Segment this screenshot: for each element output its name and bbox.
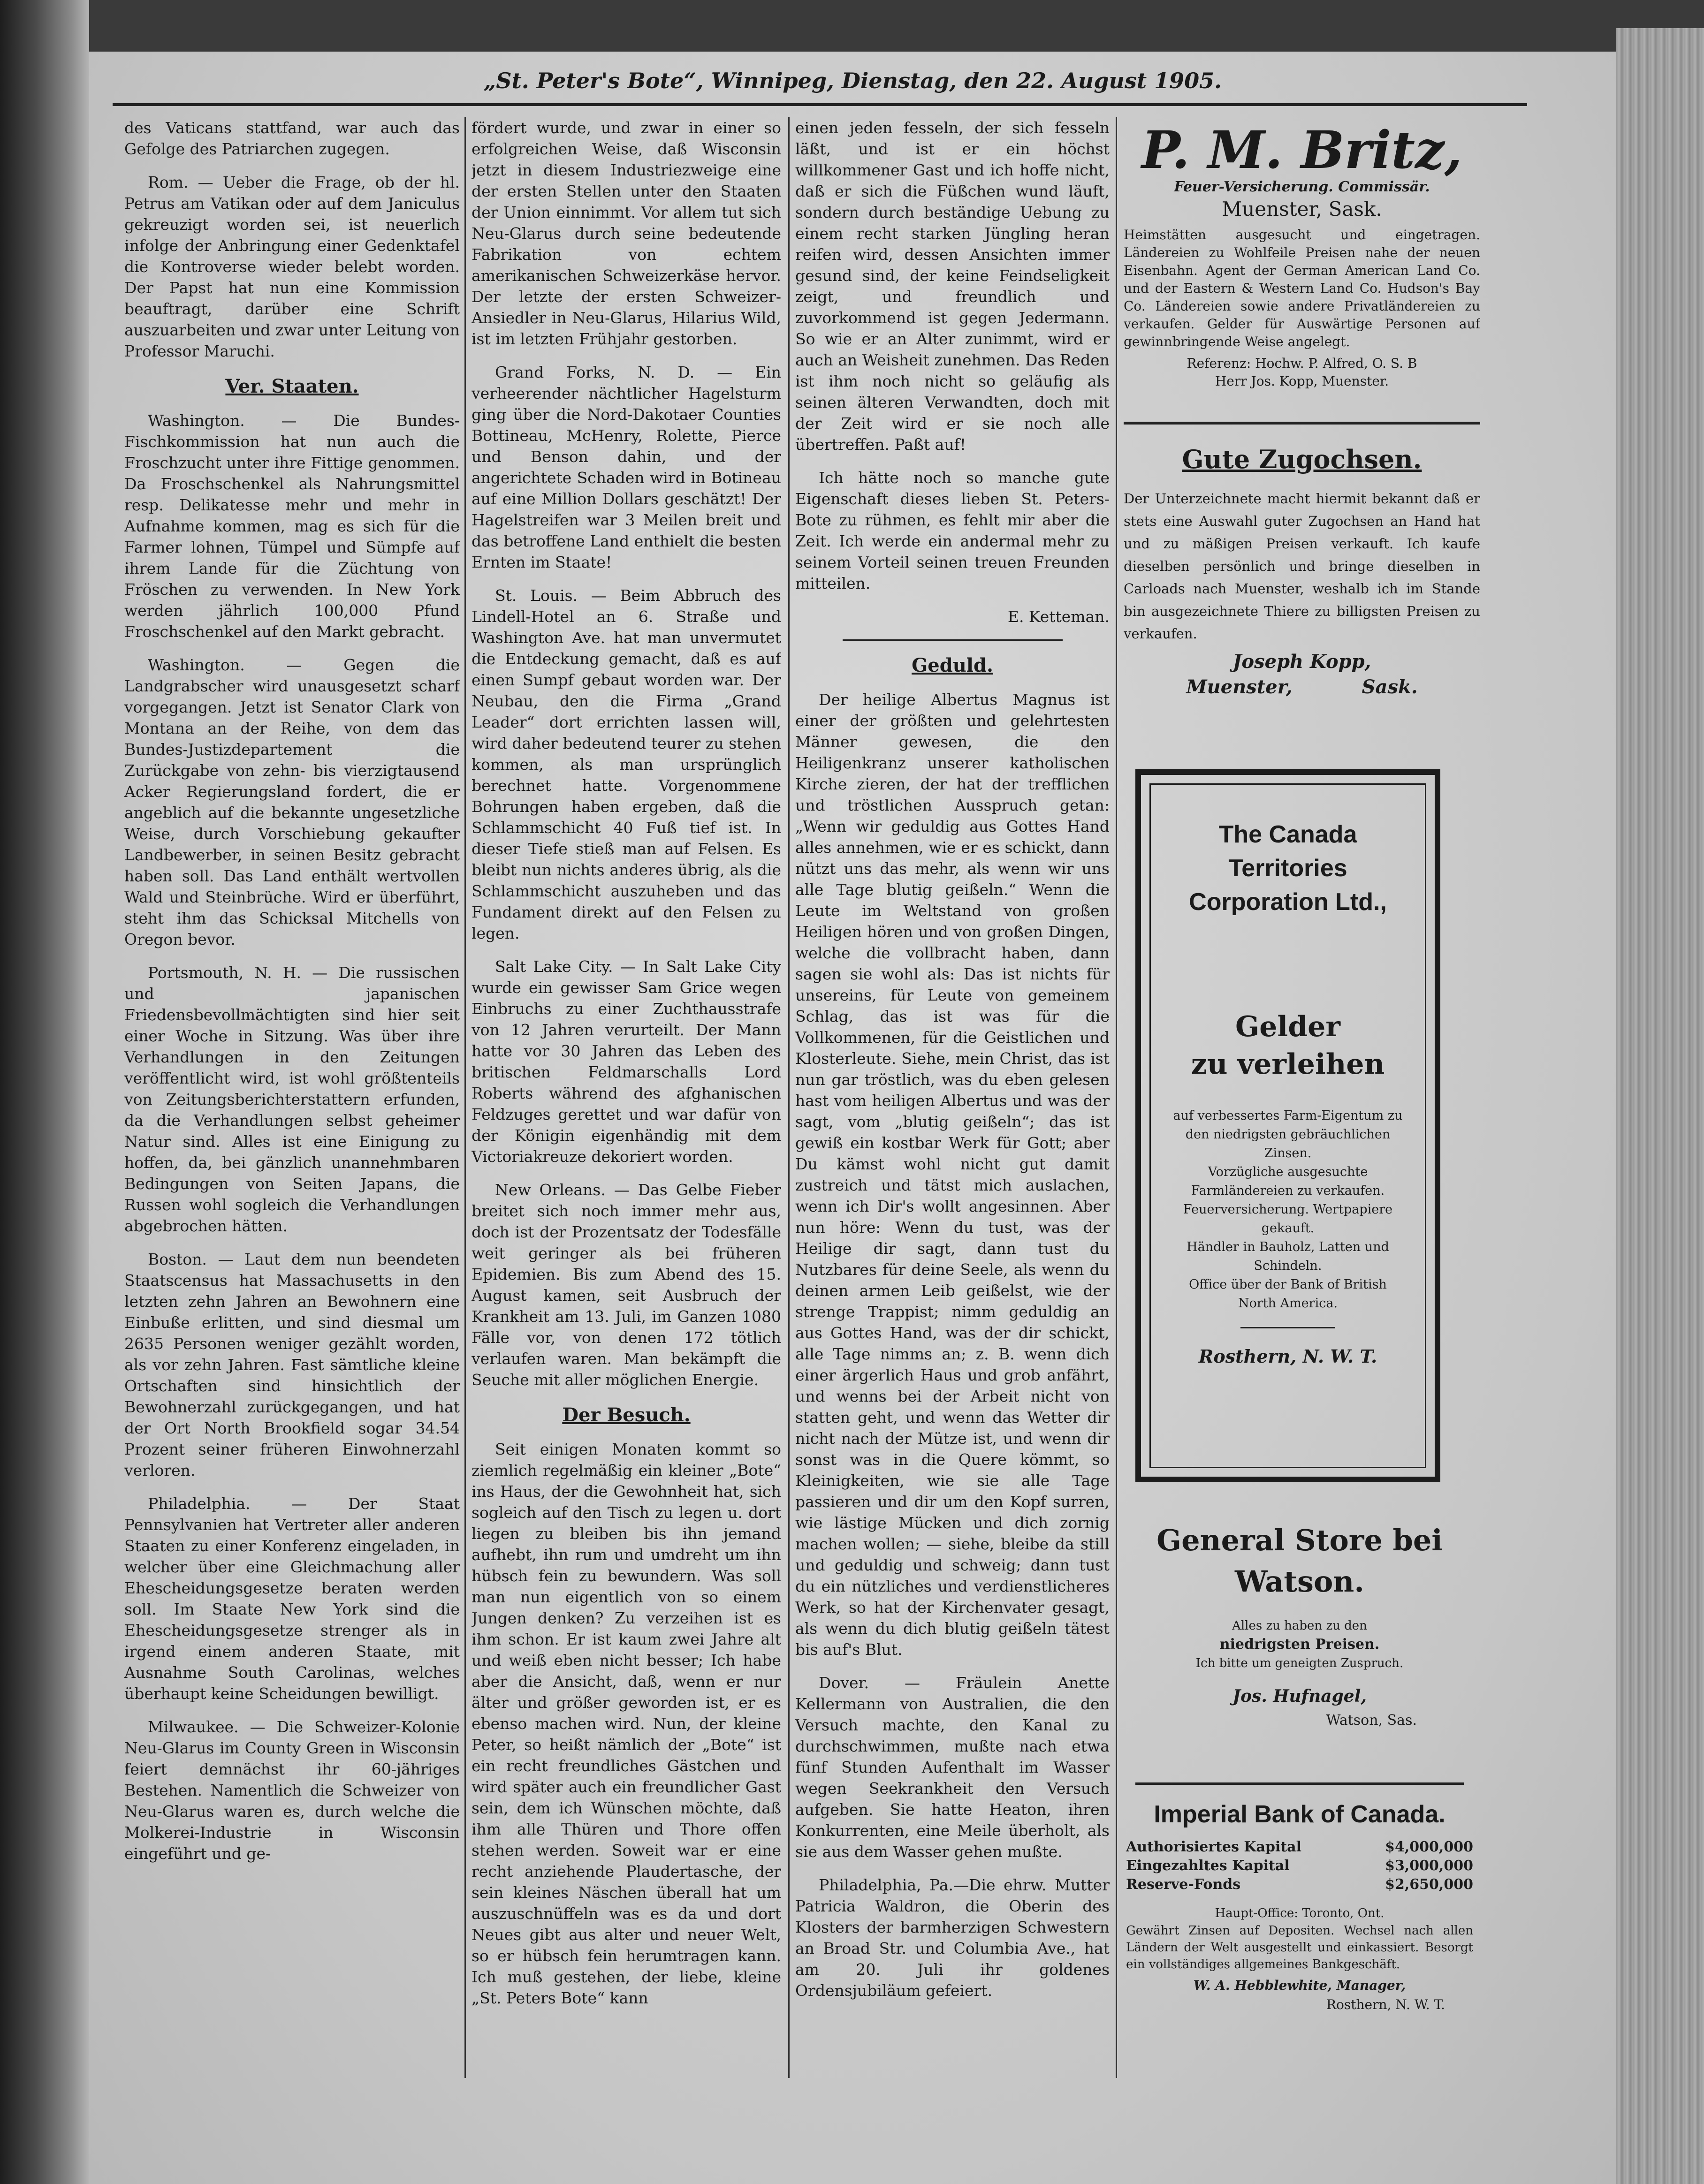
ad-place: Rosthern, N. W. T. — [1198, 1346, 1377, 1367]
article-portsmouth: Portsmouth, N. H. — Die russischen und japanischen Friedensbevollmächtigten sind hier seit einer Woche in Sitzung. Was über ihre Verhandlungen in den Zeitungen veröffentlicht wird, ist wohl größtenteils von Zeitungsberichterstattern erfunden, da die Verhandlungen selbst geheimer Natur sind. Alles ist eine Einigung zu hoffen, da, bei gänzlich unannehmbaren Bedingungen von Seiten Japans, die Russen wohl sogleich die Verhandlungen abgebrochen hätten. — [124, 963, 460, 1235]
article-dover: Dover. — Fräulein Anette Kellermann von Australien, die den Versuch machte, den Kanal zu durchschwimmen, mußte nach etwa fünf Stunden Aufenthalt im Wasser wegen Seekrankheit den Versuch aufgeben. Sie hatte Heaton, ihren Konkurrenten, eine Meile überholt, als sie aus dem Wasser gehen mußte. — [795, 1674, 1110, 1861]
article-washington: Washington. — Gegen die Landgrabscher wird unausgesetzt scharf vorgegangen. Jetzt ist Senator Clark von Montana an der Reihe, von dem das Bundes-Justizdepartement die Zurückgabe von zehn- bis vierzigtausend Acker Regierungsland fordert, die er angeblich auf die bekannte ungesetzliche Weise, durch Vorschiebung gekaufter Landbewerber, in seinen Besitz gebracht haben soll. Das Land enthält wertvollen Wald und Steinbrüche. Wird er überführt, steht ihm das Schicksal Mitchells von Oregon bevor. — [124, 656, 460, 948]
article-washington: Washington. — Die Bundes-Fischkommission hat nun auch die Froschzucht unter ihre Fittige genommen. Da Froschschenkel als Nahrungsmittel resp. Delikatesse mehr und mehr in Aufnahme kommen, mag es sich für die Farmer lohnen, Tümpel und Sümpfe auf ihrem Lande für die Züchtung von Fröschen zu verwenden. In New York werden jährlich 100,000 Pfund Froschschenkel auf den Markt gebracht. — [124, 411, 460, 641]
article-rom: Rom. — Ueber die Frage, ob der hl. Petrus am Vatikan oder auf dem Janiculus gekreuzigt worden sei, ist neuerlich infolge der Anbringung einer Gedenktafel die Kontroverse wieder belebt worden. Der Papst hat nun eine Kommission beauftragt, darüber eine Schrift auszuarbeiten und zwar unter Leitung von Professor Maruchi. — [124, 173, 460, 360]
ad-role: Feuer-Versicherung. Commissär. — [1174, 179, 1430, 195]
column-rule — [788, 117, 790, 2078]
ad-text: Alles zu haben zu den — [1232, 1619, 1367, 1633]
ad-text: Vorzügliche ausgesuchte Farmländereien zu verkaufen. — [1191, 1165, 1385, 1198]
ad-reference: Herr Jos. Kopp, Muenster. — [1215, 373, 1389, 389]
section-heading: Der Besuch. — [562, 1404, 691, 1426]
ad-text: Office über der Bank of British North America. — [1189, 1277, 1387, 1311]
article-geduld: Der heilige Albertus Magnus ist einer der größten und gelehrtesten Männer gewesen, die den Heiligenkranz unserer katholischen Kirche zieren, der hat der trefflichen und tröstlichen Ausspruch getan: „Wenn wir geduldig aus Gottes Hand alles annehmen, wie er es schickt, dann nützt uns das mehr, als wenn wir uns alle Tage blutig geißeln.“ Wenn die Leute im Weltstand von großen Heiligen hören und von großen Dingen, welche die vollbracht haben, dann sagen sie wohl als: Das ist nichts für unsereins, für Leute von gemeinem Schlag, das ist was für die Vollkommenen, für die Geistlichen und Klosterleute. Siehe, mein Christ, das ist nun gar tröstlich, was du eben gelesen hast vom heiligen Albertus und was der sagt, vom „blutig geißeln“; das ist gewiß ein kostbar Werk für Gott; aber Du kämst wohl nicht gut damit zustreich und tätst mich auslachen, wenn ich Dir's wollt angesinnen. Aber nun höre: Wenn du tust, was der Heilige dir sagt, dann tust du Nutzbares für deine Seele, als wenn du deinen armen Leib geißelst, wie der strenge Trappist; nimm geduldig an aus Gottes Hand, was der dir schickt, alle Tage nimms an; z. B. wenn dich einer ärgerlich Haus und grob anfährt, und wenns bei der Arbeit nicht von statten geht, und wenn das Wetter dir nicht nach der Mütze ist, und wenn dir sonst was in die Quere kömmt, so Kleinigkeiten, wie sie alle Tage passieren und dir um den Kopf surren, wie lästige Mücken und dich zornig machen wollen; — siehe, bleibe da still und geduldig und schweig; dann tust du ein nützliches und verdienstlicheres Werk, so hat der Kirchenvater gesagt, als wenn du dich blutig geißeln tätest bis auf's Blut. — [795, 690, 1110, 1659]
column-rule — [1116, 117, 1117, 2078]
bank-row-label: Eingezahltes Kapital — [1126, 1858, 1290, 1874]
column-rule — [464, 117, 466, 2078]
ad-headline: Gelder — [1235, 1010, 1340, 1043]
ad-title: Corporation Ltd., — [1189, 888, 1387, 916]
bank-row-value: $3,000,000 — [1385, 1858, 1473, 1874]
ad-title: Watson. — [1235, 1564, 1364, 1599]
article-grand-forks: Grand Forks, N. D. — Ein verheerender nächtlicher Hagelsturm ging über die Nord-Dakotaer Counties Bottineau, McHenry, Rolette, Pierce und Benson dahin, und der angerichtete Schaden wird in Botineau auf eine Million Dollars geschätzt! Der Hagelstreifen war 3 Meilen breit und das betroffene Land enthielt die besten Ernten im Staate! — [472, 363, 781, 571]
ad-general-store — [1126, 1520, 1473, 1731]
ad-signature: W. A. Hebblewhite, Manager, — [1193, 1978, 1406, 1993]
ad-title: General Store bei — [1156, 1523, 1443, 1557]
ad-text: auf verbessertes Farm-Eigentum zu den niedrigsten gebräuchlichen Zinsen. — [1173, 1108, 1403, 1160]
bank-row — [1126, 1875, 1473, 1894]
masthead-rule — [113, 103, 1527, 106]
ad-divider — [1124, 422, 1480, 425]
column-3 — [795, 117, 1110, 2134]
ad-text: Feuerversicherung. Wertpapiere gekauft. — [1183, 1202, 1393, 1236]
bank-row — [1126, 1857, 1473, 1875]
ad-place: Rosthern, N. W. T. — [1326, 1997, 1445, 2012]
masthead-title: „St. Peter's Bote“, Winnipeg, Dienstag, den 22. August 1905. — [483, 68, 1222, 93]
ad-name: P. M. Britz, — [1141, 120, 1462, 180]
article-continuation: des Vaticans stattfand, war auch das Gefolge des Patriarchen zugegen. — [124, 119, 460, 158]
article-milwaukee: Milwaukee. — Die Schweizer-Kolonie Neu-Glarus im County Green in Wisconsin feiert demnächst ihr 60-jähriges Bestehen. Namentlich die Schweizer von Neu-Glarus waren es, durch welche die Molkerei-Industrie in Wisconsin eingeführt und ge- — [124, 1718, 460, 1863]
article-continuation: fördert wurde, und zwar in einer so erfolgreichen Weise, daß Wisconsin jetzt in diesem Industriezweige eine der ersten Stellen unter den Staaten der Union einnimmt. Vor allem tut sich Neu-Glarus durch seine bedeutende Fabrikation von echtem amerikanischen Schweizerkäse hervor. Der letzte der ersten Schweizer-Ansiedler in Neu-Glarus, Hilarius Wild, ist im letzten Frühjahr gestorben. — [472, 119, 781, 348]
column-2 — [472, 117, 781, 2134]
ad-place: Muenster, — [1186, 676, 1293, 698]
divider — [843, 639, 1063, 641]
bank-row-label: Reserve-Fonds — [1126, 1876, 1241, 1893]
ad-title: The Canada Territories — [1218, 821, 1357, 882]
ad-text: Gewährt Zinsen auf Depositen. Wechsel nach allen Ländern der Welt ausgestellt und einkassiert. Besorgt ein vollständiges allgemeines Bankgeschäft. — [1126, 1924, 1473, 1972]
ad-britz — [1124, 117, 1480, 406]
bank-row — [1126, 1838, 1473, 1857]
ad-reference: Referenz: Hochw. P. Alfred, O. S. B — [1187, 356, 1417, 371]
page-edges — [1616, 28, 1704, 2184]
column-1 — [124, 117, 460, 2134]
ad-imperial-bank — [1126, 1797, 1473, 2014]
article-paragraph: Ich hätte noch so manche gute Eigenschaft dieses lieben St. Peters-Bote zu rühmen, es fehlt mir aber die Zeit. Ich werde ein andermal mehr zu seinem Vorteil seinen treuen Freunden mitteilen. — [795, 469, 1110, 592]
section-heading: Ver. Staaten. — [225, 375, 359, 397]
ad-text: Ich bitte um geneigten Zuspruch. — [1195, 1656, 1404, 1670]
ad-text: Heimstätten ausgesucht und eingetragen. Ländereien zu Wohlfeile Preisen nahe der neuen Eisenbahn. Agent der German American Land Co. und der Eastern & Western Land Co. Hudson's Bay Co. Ländereien sowie andere Privatländereien zu verkaufen. Gelder für Auswärtige Personen auf gewinnbringende Weise angelegt. — [1124, 227, 1480, 349]
section-heading: Geduld. — [912, 654, 993, 676]
ad-signature: Joseph Kopp, — [1232, 651, 1371, 673]
ad-title: Gute Zugochsen. — [1182, 444, 1422, 474]
article-new-orleans: New Orleans. — Das Gelbe Fieber breitet sich noch immer mehr aus, doch ist der Prozentsatz der Todesfälle weit geringer als bei früheren Epidemien. Bis zum Abend des 15. August kamen, seit Ausbruch der Krankheit am 13. Juli, im Ganzen 1080 Fälle vor, von denen 172 tötlich verlaufen waren. Man bekämpft die Seuche mit aller möglichen Energie. — [472, 1181, 781, 1389]
ad-signature: Jos. Hufnagel, — [1232, 1686, 1367, 1706]
bank-row-value: $4,000,000 — [1385, 1839, 1473, 1855]
article-st-louis: St. Louis. — Beim Abbruch des Lindell-Hotel an 6. Straße und Washington Ave. hat man unvermutet die Entdeckung gemacht, daß es auf einen Sumpf gebaut worden war. Der Neubau, den die Firma „Grand Leader“ dort errichten lassen will, wird daher bedeutend teurer zu stehen kommen, als man ursprünglich berechnet hatte. Vorgenommene Bohrungen haben ergeben, daß die Schlammschicht 40 Fuß tief ist. In dieser Tiefe stieß man auf Felsen. Es bleibt nun nichts anderes übrig, als die Schlammschicht auszuheben und das Fundament direkt auf den Felsen zu legen. — [472, 586, 781, 942]
article-philadelphia: Philadelphia, Pa.—Die ehrw. Mutter Patricia Waldron, die Oberin des Klosters der barmherzigen Schwestern an Broad Str. und Columbia Ave., hat am 20. Juli ihr goldenes Ordensjubiläum gefeiert. — [795, 1876, 1110, 2000]
ad-canada-frame — [1149, 783, 1426, 1468]
ad-canada-territories — [1135, 769, 1440, 1482]
bank-office: Haupt-Office: Toronto, Ont. — [1215, 1906, 1384, 1920]
ad-place: Watson, Sas. — [1326, 1712, 1417, 1729]
ad-title: Imperial Bank of Canada. — [1154, 1801, 1445, 1828]
article-philadelphia: Philadelphia. — Der Staat Pennsylvanien hat Vertreter aller anderen Staaten zu einer Konferenz eingeladen, in welcher über eine Gleichmachung aller Ehescheidungsgesetze beraten werden soll. Im Staate New York sind die Ehescheidungsgesetze strenger als in irgend einem anderen Staate, mit Ausnahme South Carolinas, welches überhaupt keine Scheidungen bewilligt. — [124, 1494, 460, 1703]
article-continuation: einen jeden fesseln, der sich fesseln läßt, und ist er ein höchst willkommener Gast und ich hoffe nicht, daß er sich die Füßchen wund läuft, sondern durch beständige Uebung zu einem recht starken Jüngling heran reifen wird, dessen Ansichten immer gesund sind, der keine Feindseligkeit zeigt, und freundlich und zuvorkommend ist gegen Jedermann. So wie er an Alter zunimmt, wird er auch an Weisheit zunehmen. Das Reden ist ihm noch nicht so geläufig als seinen älteren Verwandten, doch mit der Zeit wird er sie noch alle übertreffen. Paßt auf! — [795, 119, 1110, 454]
ad-text: niedrigsten Preisen. — [1219, 1636, 1380, 1653]
bank-row-label: Authorisiertes Kapital — [1126, 1839, 1302, 1855]
bank-row-value: $2,650,000 — [1385, 1876, 1473, 1893]
article-signature: E. Ketteman. — [1007, 607, 1110, 626]
article-besuch: Seit einigen Monaten kommt so ziemlich regelmäßig ein kleiner „Bote“ ins Haus, der die Gewohnheit hat, sich sogleich auf den Tisch zu legen u. dort liegen zu bleiben bis ihn jemand aufhebt, ihn rum und umdreht um ihn hübsch fein zu bewundern. Was soll man nun eigentlich von so einem Jungen denken? Zu verzeihen ist es ihm schon. Er ist kaum zwei Jahre alt und weiß eben nicht besser; Ich habe aber die Ansicht, daß, wenn er nur älter und größer geworden ist, er es ebenso machen wird. Nun, der kleine Peter, so heißt nämlich der „Bote“ ist ein recht freundliches Gästchen und wird später auch ein freundlicher Gast sein, dem ich Wünschen möchte, daß ihm alle Thüren und Thore offen stehen werden. Soweit war er eine recht anziehende Plaudertasche, der sein kleines Näschen überall hat um auszuschnüffeln was es da und dort Neues gibt aus alter und neuer Welt, so er hübsch fein herumtragen kann. Ich muß gestehen, der liebe, kleine „St. Peters Bote“ kann — [472, 1440, 781, 2007]
ad-divider — [1135, 1782, 1464, 1785]
ad-place: Muenster, Sask. — [1222, 197, 1382, 220]
ad-province: Sask. — [1362, 676, 1418, 698]
ad-text: Händler in Bauholz, Latten und Schindeln. — [1187, 1240, 1389, 1273]
ad-signature-place — [1124, 676, 1480, 698]
book-binding — [0, 0, 89, 2184]
article-boston: Boston. — Laut dem nun beendeten Staatscensus hat Massachusetts in den letzten zehn Jahren an Bewohnern eine Einbuße erlitten, und sind diesmal um 2635 Personen weniger gezählt worden, als vor zehn Jahren. Fast sämtliche kleine Ortschaften sind hinsichtlich der Bewohnerzahl zurückgegangen, und hat der Ort North Brookfield sogar 34.54 Prozent seiner früheren Einwohnerzahl verloren. — [124, 1250, 460, 1479]
ad-kopp — [1124, 440, 1480, 727]
ad-divider — [1240, 1327, 1335, 1328]
ad-headline: zu verleihen — [1191, 1048, 1385, 1081]
masthead — [89, 52, 1616, 108]
ad-text: Der Unterzeichnete macht hiermit bekannt daß er stets eine Auswahl guter Zugochsen an Hand hat und zu mäßigen Preisen verkauft. Ich kaufe dieselben persönlich und bringe dieselben in Carloads nach Muenster, weshalb ich im Stande bin ausgezeichnete Thiere zu billigsten Preisen zu verkaufen. — [1124, 491, 1480, 642]
article-salt-lake: Salt Lake City. — In Salt Lake City wurde ein gewisser Sam Grice wegen Einbruchs zu einer Zuchthausstrafe von 12 Jahren verurteilt. Der Mann hatte vor 30 Jahren das Leben des britischen Feldmarschalls Lord Roberts während des afghanischen Feldzuges gerettet und war dafür von der Königin eigenhändig mit dem Victoriakreuze dekoriert worden. — [472, 957, 781, 1166]
